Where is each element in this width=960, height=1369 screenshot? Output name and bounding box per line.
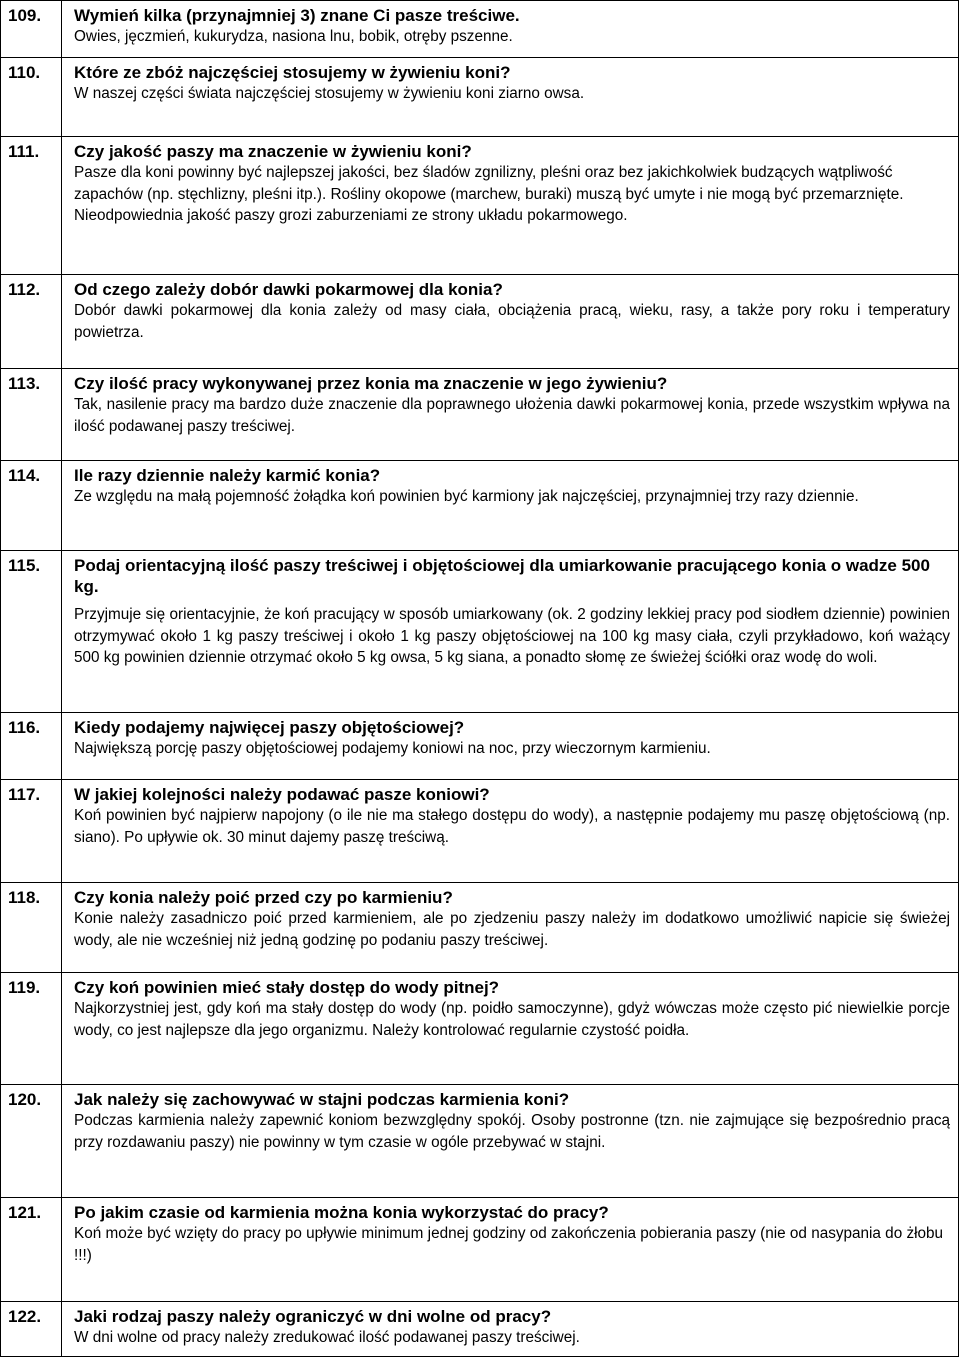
item-number: 112.: [1, 275, 62, 369]
qa-row: [1, 1198, 959, 1302]
item-question: Czy ilość pracy wykonywanej przez konia ma znaczenie w jego żywieniu?: [74, 374, 668, 393]
qa-row: [1, 883, 959, 973]
item-question: Jak należy się zachowywać w stajni podczas karmienia koni?: [74, 1090, 570, 1109]
item-question: Czy konia należy poić przed czy po karmieniu?: [74, 888, 453, 907]
qa-row: [1, 973, 959, 1085]
item-cell: [62, 58, 959, 137]
item-cell: [62, 973, 959, 1085]
item-question: Podaj orientacyjną ilość paszy treściwej i objętościowej dla umiarkowanie pracującego konia o wadze 500 kg.: [74, 556, 930, 596]
item-number: 111.: [1, 137, 62, 275]
item-number: 120.: [1, 1085, 62, 1198]
item-answer: Pasze dla koni powinny być najlepszej jakości, bez śladów zgnilizny, pleśni oraz bez jakichkolwiek budzących wątpliwość zapachów (np. stęchlizny, pleśni itp.). Rośliny okopowe (marchew, buraki) muszą być umyte i nie mogą być przemarznięte. Nieodpowiednia jakość paszy grozi zaburzeniami ze strony układu pokarmowego.: [74, 164, 904, 224]
item-cell: [62, 713, 959, 780]
item-cell: [62, 883, 959, 973]
item-answer: W dni wolne od pracy należy zredukować ilość podawanej paszy treściwej.: [74, 1329, 580, 1346]
item-question: Czy jakość paszy ma znaczenie w żywieniu koni?: [74, 142, 472, 161]
item-cell: [62, 1, 959, 58]
item-answer: Konie należy zasadniczo poić przed karmieniem, ale po zjedzeniu paszy należy im dodatkowo umożliwić napicie się świeżej wody, ale nie wcześniej niż jedną godzinę po podaniu paszy treściwej.: [74, 910, 950, 949]
item-answer: Największą porcję paszy objętościowej podajemy koniowi na noc, przy wieczornym karmieniu.: [74, 740, 711, 757]
item-cell: [62, 1302, 959, 1357]
qa-row: [1, 1, 959, 58]
item-answer: Tak, nasilenie pracy ma bardzo duże znaczenie dla poprawnego ułożenia dawki pokarmowej konia, przede wszystkim wpływa na ilość podawanej paszy treściwej.: [74, 396, 950, 435]
item-question: Po jakim czasie od karmienia można konia wykorzystać do pracy?: [74, 1203, 609, 1222]
item-answer: Najkorzystniej jest, gdy koń ma stały dostęp do wody (np. poidło samoczynne), gdyż wówczas może często pić niewielkie porcje wody, co jest najlepsze dla jego organizmu. Należy kontrolować regularnie czystość poidła.: [74, 1000, 950, 1039]
item-question: Jaki rodzaj paszy należy ograniczyć w dni wolne od pracy?: [74, 1307, 552, 1326]
item-answer: Dobór dawki pokarmowej dla konia zależy od masy ciała, obciążenia pracą, wieku, rasy, a także pory roku i temperatury powietrza.: [74, 302, 950, 341]
qa-row: [1, 780, 959, 883]
item-question: Od czego zależy dobór dawki pokarmowej dla konia?: [74, 280, 503, 299]
item-answer: Koń powinien być najpierw napojony (o ile nie ma stałego dostępu do wody), a następnie podajemy mu paszę objętościową (np. siano). Po upływie ok. 30 minut dajemy paszę treściwą.: [74, 807, 950, 846]
item-number: 118.: [1, 883, 62, 973]
item-answer: W naszej części świata najczęściej stosujemy w żywieniu koni ziarno owsa.: [74, 85, 585, 102]
item-cell: [62, 461, 959, 551]
item-number: 116.: [1, 713, 62, 780]
item-number: 110.: [1, 58, 62, 137]
item-cell: [62, 1085, 959, 1198]
item-answer: Podczas karmienia należy zapewnić koniom bezwzględny spokój. Osoby postronne (tzn. nie zajmujące się bezpośrednio pracą przy rozdawaniu paszy) nie powinny w tym czasie w ogóle przebywać w stajni.: [74, 1112, 950, 1151]
item-question: Kiedy podajemy najwięcej paszy objętościowej?: [74, 718, 465, 737]
item-cell: [62, 1198, 959, 1302]
item-answer: Przyjmuje się orientacyjnie, że koń pracujący w sposób umiarkowany (ok. 2 godziny lekkiej pracy pod siodłem dziennie) powinien otrzymywać około 1 kg paszy treściwej i około 1 kg paszy objętościowej na 100 kg masy ciała, czyli przykładowo, koń ważący 500 kg powinien dziennie otrzymać około 5 kg owsa, 5 kg siana, a ponadto słomę ze świeżej ściółki oraz wodę do woli.: [74, 606, 950, 666]
qa-row: [1, 1302, 959, 1357]
item-question: Ile razy dziennie należy karmić konia?: [74, 466, 381, 485]
item-number: 113.: [1, 369, 62, 461]
item-cell: [62, 275, 959, 369]
qa-row: [1, 58, 959, 137]
item-number: 117.: [1, 780, 62, 883]
item-question: W jakiej kolejności należy podawać pasze koniowi?: [74, 785, 490, 804]
item-answer: Koń może być wzięty do pracy po upływie minimum jednej godziny od zakończenia pobierania paszy (nie od nasypania do żłobu !!!): [74, 1225, 944, 1264]
item-cell: [62, 780, 959, 883]
item-cell: [62, 369, 959, 461]
item-number: 109.: [1, 1, 62, 58]
qa-row: [1, 713, 959, 780]
item-cell: [62, 551, 959, 713]
item-number: 122.: [1, 1302, 62, 1357]
qa-row: [1, 369, 959, 461]
item-question: Wymień kilka (przynajmniej 3) znane Ci pasze treściwe.: [74, 6, 520, 25]
qa-row: [1, 275, 959, 369]
item-number: 121.: [1, 1198, 62, 1302]
qa-row: [1, 551, 959, 713]
item-number: 119.: [1, 973, 62, 1085]
item-answer: Ze względu na małą pojemność żołądka koń powinien być karmiony jak najczęściej, przynajmniej trzy razy dziennie.: [74, 488, 859, 505]
qa-row: [1, 137, 959, 275]
item-question: Które ze zbóż najczęściej stosujemy w żywieniu koni?: [74, 63, 511, 82]
item-number: 115.: [1, 551, 62, 713]
item-number: 114.: [1, 461, 62, 551]
qa-row: [1, 1085, 959, 1198]
qa-row: [1, 461, 959, 551]
item-answer: Owies, jęczmień, kukurydza, nasiona lnu, bobik, otręby pszenne.: [74, 28, 513, 45]
item-question: Czy koń powinien mieć stały dostęp do wody pitnej?: [74, 978, 500, 997]
item-cell: [62, 137, 959, 275]
